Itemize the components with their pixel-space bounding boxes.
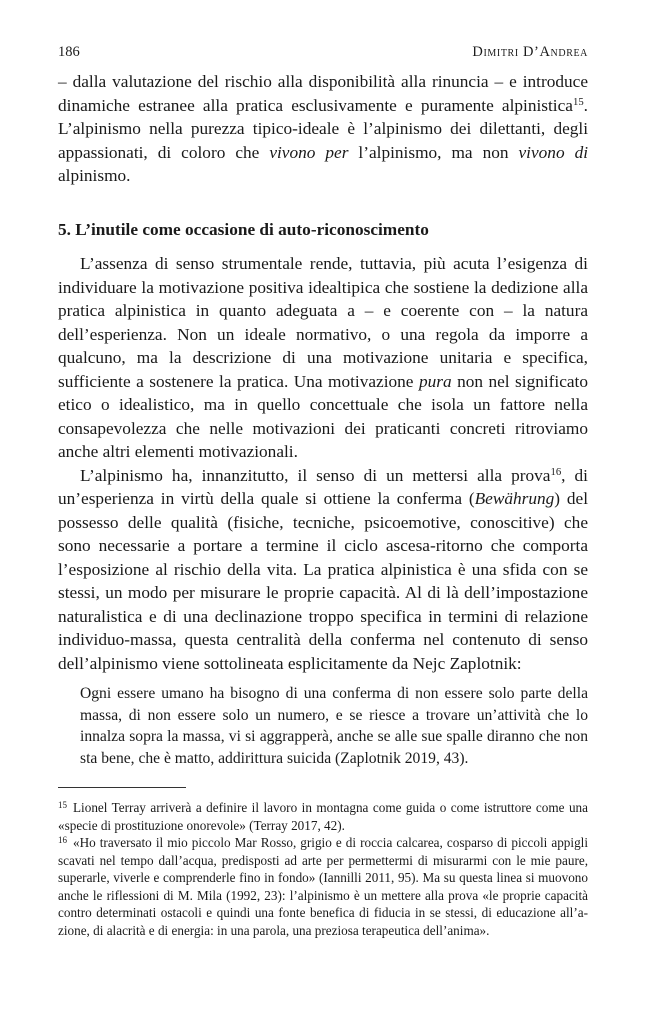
footnote-16 — [58, 834, 588, 939]
section-heading: 5. L’inutile come occasione di auto-riconoscimento — [58, 219, 429, 239]
footnotes — [58, 799, 588, 939]
footnote-separator — [58, 787, 186, 788]
footnote-ref-16[interactable]: 16 — [550, 465, 562, 478]
paragraph-3: L’alpinismo ha, innanzitutto, il senso di un mettersi alla prova$^{16}$, di un’esperienza in virtù della quale si ottiene la conferma (Bewährung) del possesso delle qualità (fisiche, tecniche, psicoemotive, conoscitive) che sono necessarie a portare a termine il ciclo ascesa-ritorno che comporta l’esposizione al rischio della vita. La pratica alpinistica è una sfida con se stessi, un modo per misurare le proprie capacità. Al di là dell’impostazione naturalistica e di una declinazione troppo specifica in termini di relazione individuo-massa, questa centralità della conferma nel contenuto di senso dell’alpinismo viene sottolineata esplicitamente da Nejc Zaplotnik: — [58, 465, 589, 673]
running-head: Dimitri D’Andrea — [472, 44, 588, 60]
footnote-text: Lionel Terray arriverà a definire il lavoro in montagna come guida o come istruttore come una «specie di prostituzione onorevole» (Terray 2017, 42). — [58, 800, 588, 833]
paragraph-2: L’assenza di senso strumentale rende, tuttavia, più acuta l’esigenza di individuare la motivazione positiva idealtipica che sostiene la dedizione alla pratica alpinistica in quanto adeguata a – e coerente con – la natura dell’esperienza. Non un ideale normativo, o una regola da imporre a qualcuno, ma la descrizione di una motivazione unitaria e specifica, sufficiente a sostenere la pratica. Una motivazione pura non nel significato etico o idealistico, ma in quello concettuale che isola un fattore nella consapevolezza che nelle motivazioni dei praticanti concreti ritroviamo anche altri elementi motivazionali. — [58, 254, 589, 461]
page-header — [58, 44, 588, 64]
paragraph-1: – dalla valutazione del rischio alla disponibilità alla rinuncia – e introduce dinamiche estranee alla pratica esclusivamente e puramente alpinistica$^{15}$. L’alpinismo nella purezza tipico-ideale è l’alpinismo dei dilettanti, degli appassionati, di coloro che vivono per l’alpinismo, ma non vivono di alpinismo. — [58, 72, 589, 185]
footnote-number: 15 — [58, 800, 67, 810]
main-text — [58, 70, 588, 769]
footnote-number: 16 — [58, 835, 67, 845]
footnote-15 — [58, 799, 588, 834]
footnote-ref-15[interactable]: 15 — [572, 95, 584, 108]
footnote-text: «Ho traversato il mio piccolo Mar Rosso, grigio e di roccia calcarea, cosparso di piccoli appigli scavati nel tempo dall’acqua, predisposti ad arte per permettermi di misurarmi con le mie paure, superarle, viverle e comprenderle fino in fondo» (Iannilli 2011, 95). Ma su questa linea si muovono anche le riflessioni di M. Mila (1992, 23): l’alpinismo è un mettere alla prova «le proprie capacità contro determinati ostacoli e quindi una fonte benefica di fiducia in se stessi, di educazione all’azione, di alacrità e di energia: in una parola, una preziosa terapeutica dell’anima». — [58, 835, 588, 938]
page-number: 186 — [58, 44, 80, 60]
block-quote: Ogni essere umano ha bisogno di una conferma di non essere solo parte della massa, di non essere solo un numero, e se riesce a trovare un’attività che lo innalza sopra la massa, vi si aggrapperà, anche se alle sue spalle diranno che non sta bene, che è matto, addirittura suicida (Zaplotnik 2019, 43). — [80, 685, 588, 767]
